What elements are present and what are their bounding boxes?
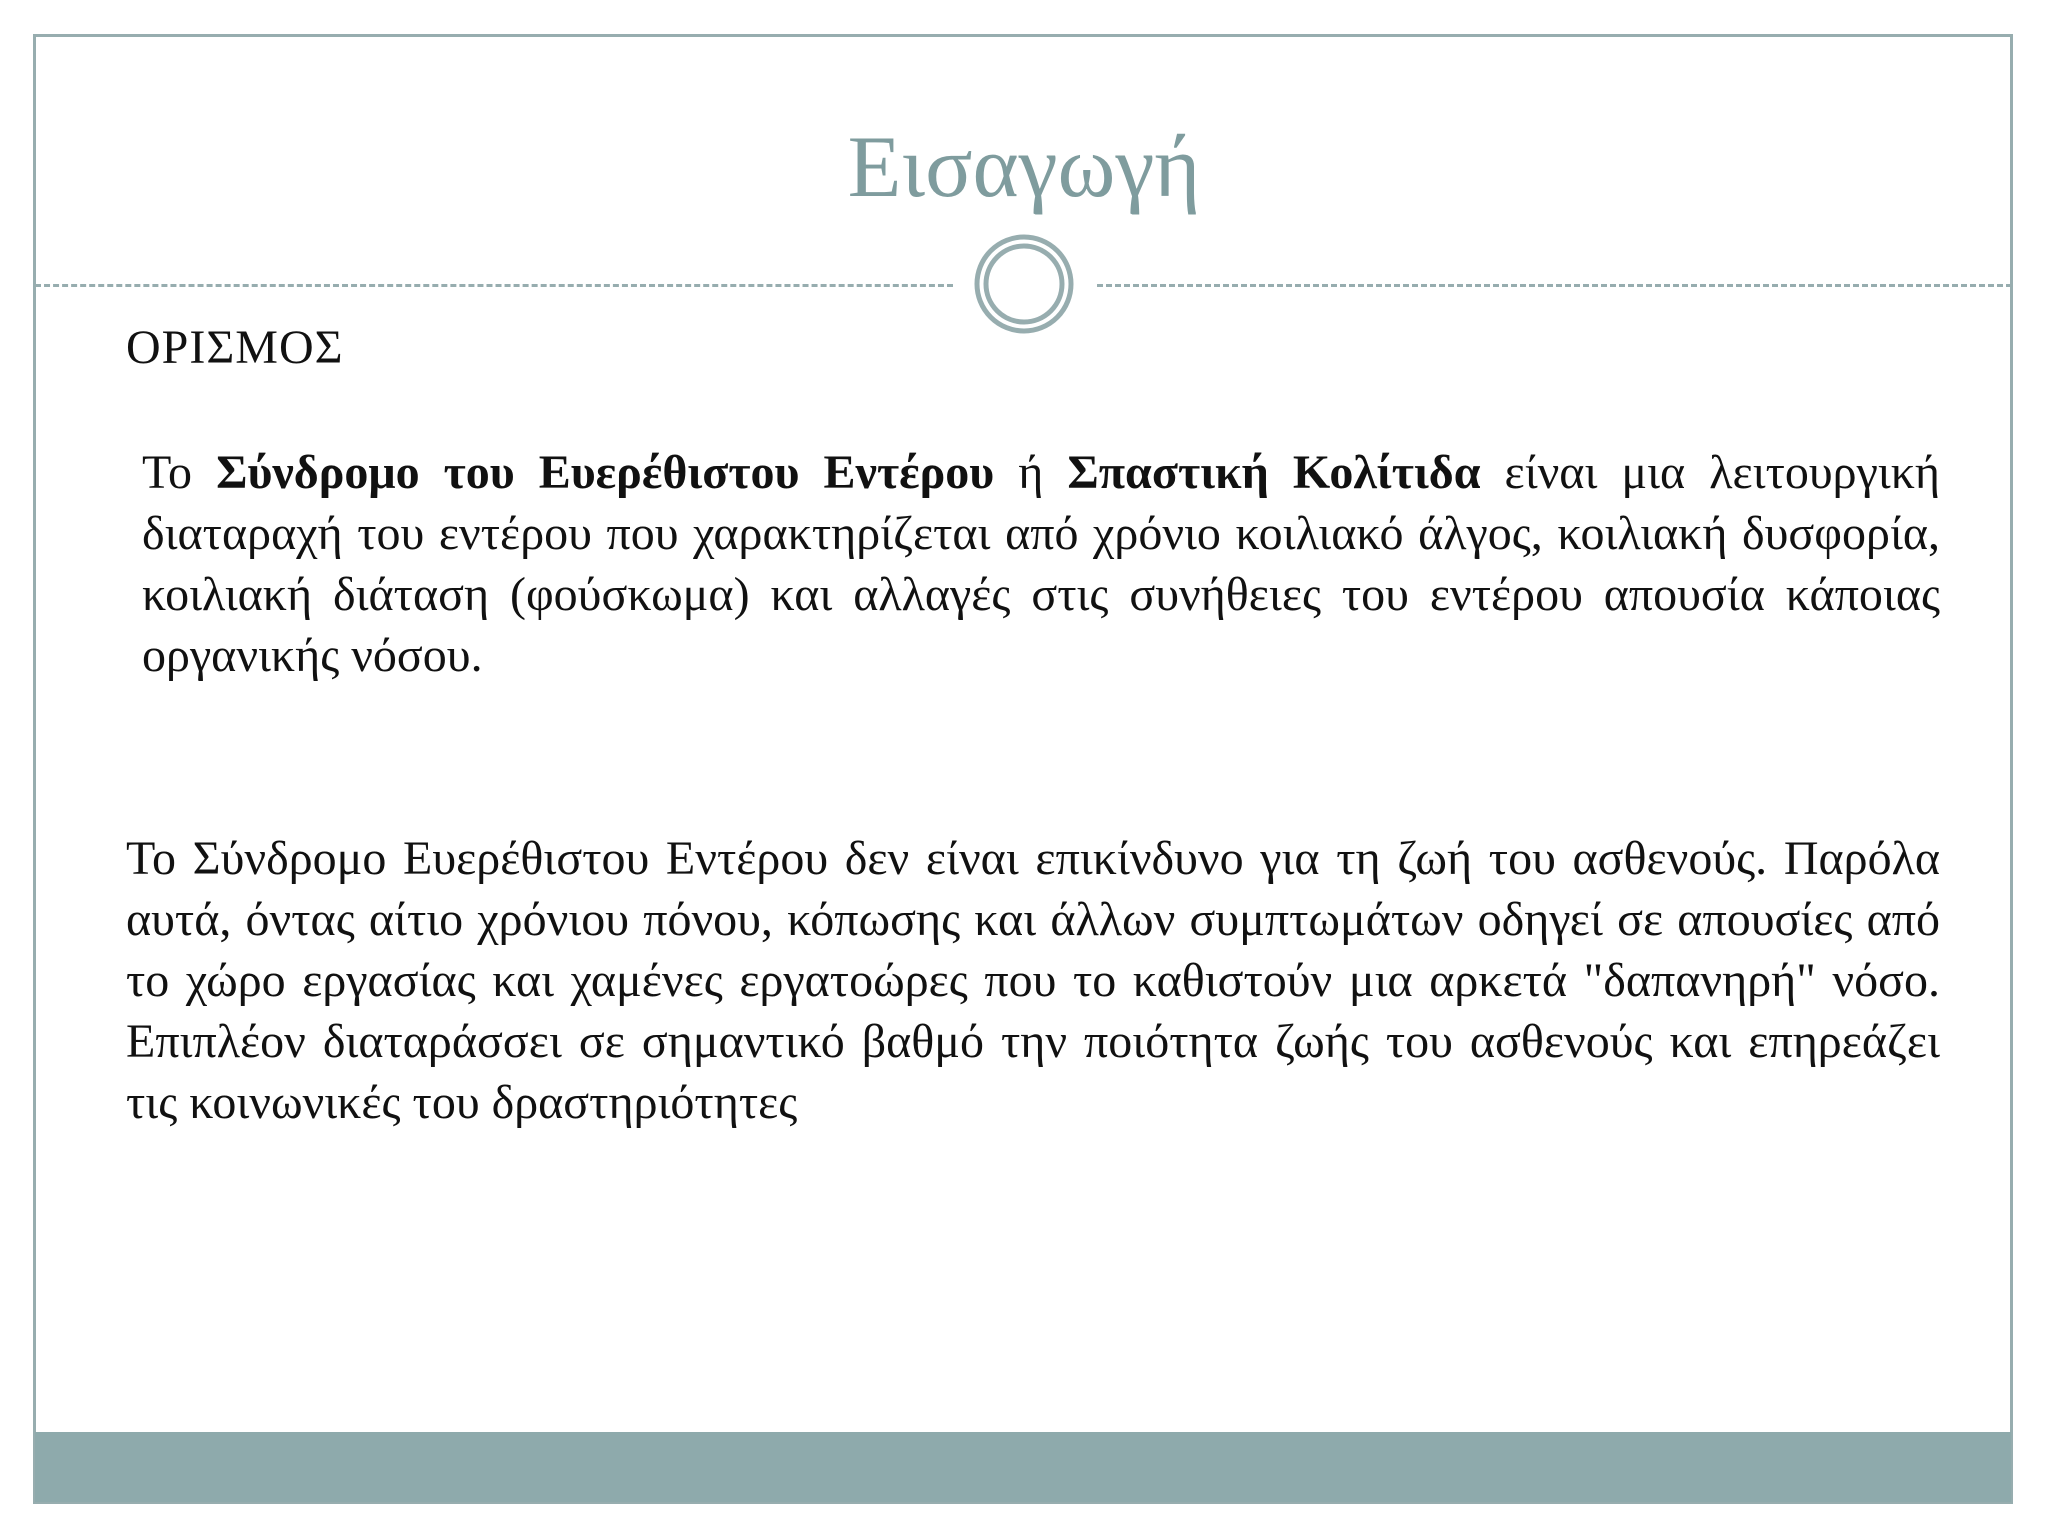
definition-term-ibs: Σύνδρομο του Ευερέθιστου Εντέρου: [216, 446, 995, 499]
definition-paragraph: [142, 442, 1940, 686]
definition-term-colitis: Σπαστική Κολίτιδα: [1067, 446, 1481, 499]
definition-text-or: ή: [994, 446, 1068, 499]
circle-ornament-icon: [973, 233, 1075, 335]
definition-text-rest: είναι μια λειτουργική διαταραχή του εντέρου που χαρακτηρίζεται από χρόνιο κοιλιακό άλγος, κοιλιακή δυσφορία, κοιλιακή διάταση (φούσκωμα) και αλλαγές στις συνήθειες του εντέρου απουσία κάποιας οργανικής νόσου.: [142, 446, 1941, 682]
section-label-definition: ΟΡΙΣΜΟΣ: [126, 321, 344, 374]
impact-paragraph: Το Σύνδρομο Ευερέθιστου Εντέρου δεν είναι επικίνδυνο για τη ζωή του ασθενούς. Παρόλα αυτά, όντας αίτιο χρόνιου πόνου, κόπωσης και άλλων συμπτωμάτων οδηγεί σε απουσίες από το χώρο εργασίας και χαμένες εργατοώρες που το καθιστούν μια αρκετά "δαπανηρή" νόσο. Επιπλέον διαταράσσει σε σημαντικό βαθμό την ποιότητα ζωής του ασθενούς και επηρεάζει τις κοινωνικές του δραστηριότητες: [126, 832, 1940, 1129]
title-divider-left: [35, 284, 953, 287]
title-divider-right: [1097, 284, 2012, 287]
definition-text-start: Το: [142, 446, 217, 499]
footer-bar: [35, 1432, 2011, 1502]
slide-title: Εισαγωγή: [847, 119, 1201, 216]
